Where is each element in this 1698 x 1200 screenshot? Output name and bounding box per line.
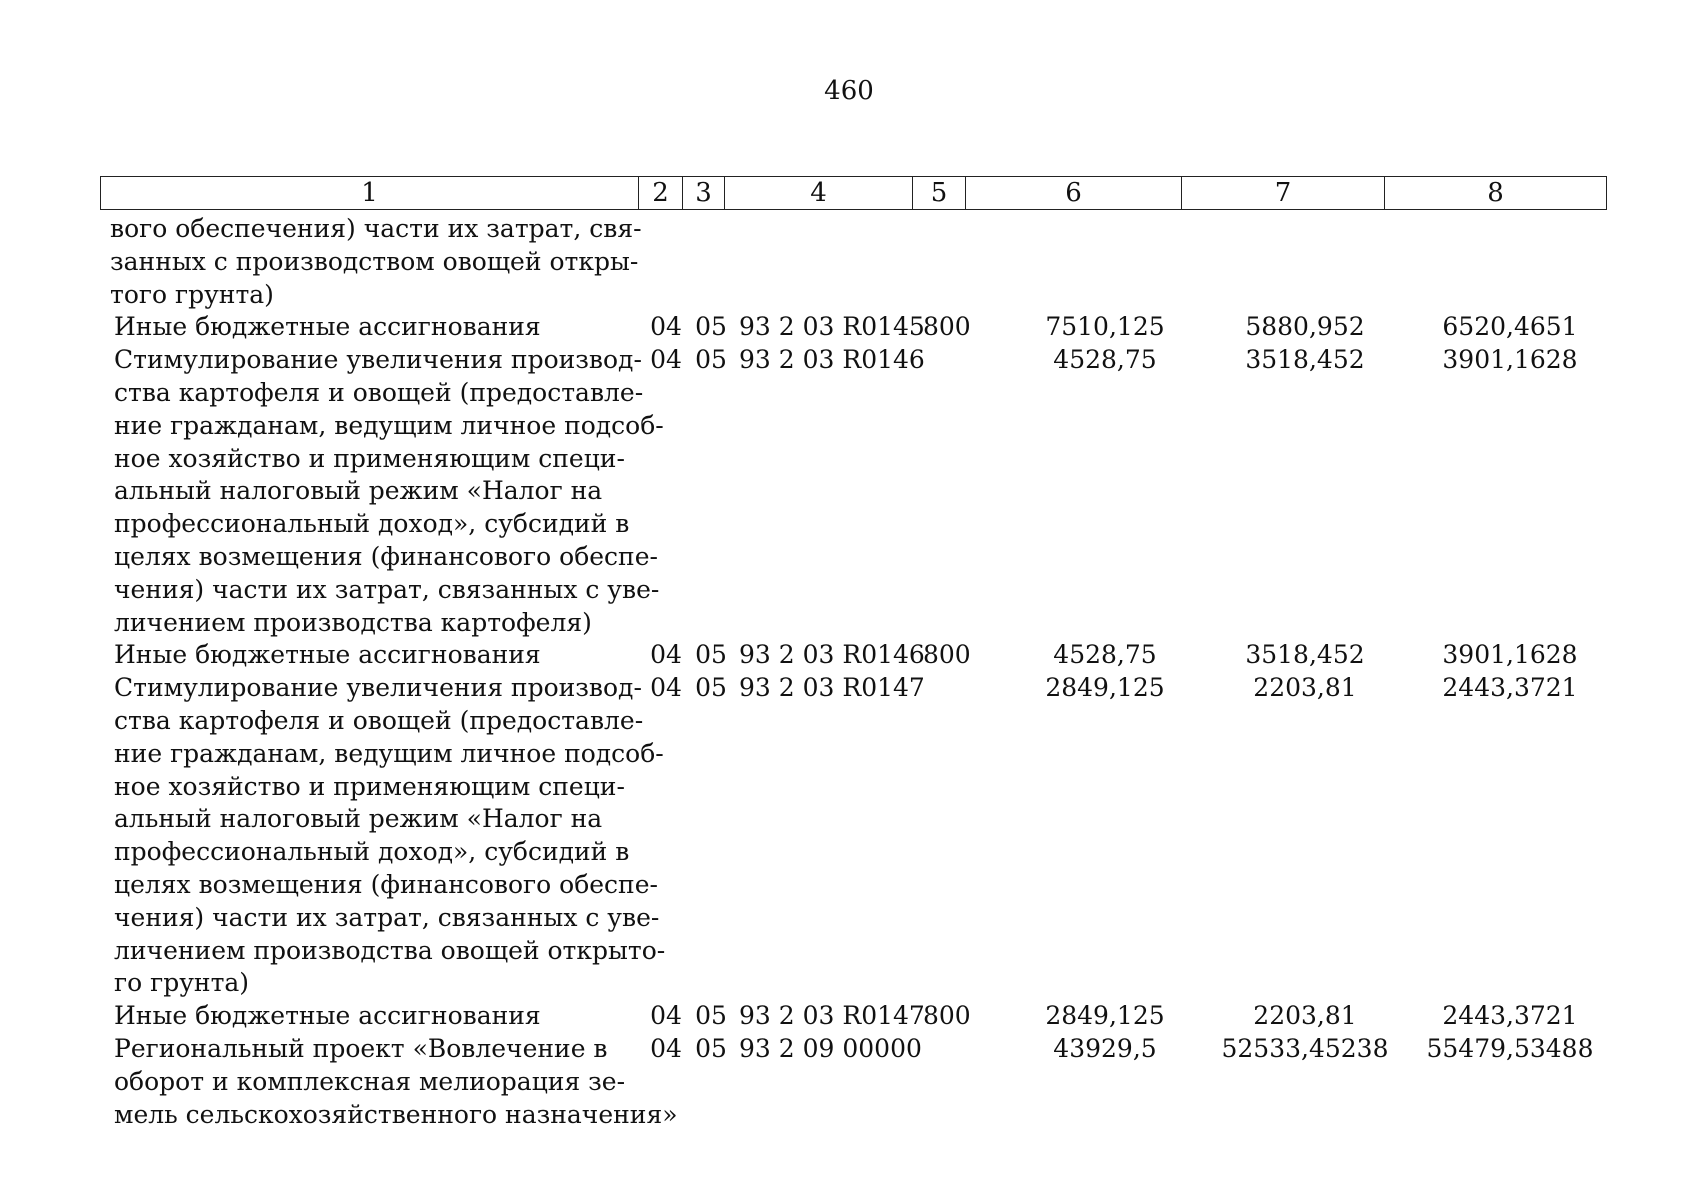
section-code: 04	[650, 673, 682, 703]
description-line: Стимулирование увеличения производ-	[114, 673, 642, 703]
amount-col-8: 2443,3721	[1442, 673, 1578, 703]
target-article-code: 93 2 03 R0145	[739, 312, 925, 342]
description-line: альный налоговый режим «Налог на	[114, 476, 603, 506]
header-cell-8: 8	[1385, 177, 1607, 210]
table-row	[100, 213, 1606, 311]
amount-col-8: 6520,4651	[1442, 312, 1578, 342]
row-description	[114, 311, 629, 344]
description-line: целях возмещения (финансового обеспе-	[114, 869, 658, 899]
description-line: целях возмещения (финансового обеспе-	[114, 541, 658, 571]
description-line: Иные бюджетные ассигнования	[114, 1001, 541, 1031]
description-line: ства картофеля и овощей (предоставле-	[114, 377, 644, 407]
header-cell-4: 4	[725, 177, 913, 210]
row-description	[114, 639, 629, 672]
description-line: личением производства овощей открыто-	[114, 935, 666, 965]
row-description	[110, 213, 642, 311]
description-line: того грунта)	[110, 279, 274, 309]
amount-col-6: 2849,125	[1045, 673, 1165, 703]
description-line: профессиональный доход», субсидий в	[114, 837, 630, 867]
amount-col-8: 3901,1628	[1442, 345, 1578, 375]
description-line: Стимулирование увеличения производ-	[114, 345, 642, 375]
target-article-code: 93 2 03 R0146	[739, 640, 925, 670]
section-code: 04	[650, 640, 682, 670]
header-cell-7: 7	[1182, 177, 1385, 210]
amount-col-7: 5880,952	[1245, 312, 1365, 342]
description-line: альный налоговый режим «Налог на	[114, 804, 603, 834]
description-line: профессиональный доход», субсидий в	[114, 509, 630, 539]
expense-type-code: 800	[923, 1001, 971, 1031]
table-row	[100, 672, 1606, 1000]
description-line: ное хозяйство и применяющим специ-	[114, 771, 625, 801]
amount-col-8: 3901,1628	[1442, 640, 1578, 670]
description-line: Региональный проект «Вовлечение в	[114, 1033, 608, 1063]
amount-col-7: 52533,45238	[1221, 1033, 1389, 1063]
description-line: Иные бюджетные ассигнования	[114, 640, 541, 670]
amount-col-7: 3518,452	[1245, 345, 1365, 375]
subsection-code: 05	[695, 640, 727, 670]
description-line: ства картофеля и овощей (предоставле-	[114, 705, 644, 735]
header-cell-2: 2	[639, 177, 683, 210]
description-line: занных с производством овощей откры-	[110, 246, 639, 276]
row-description	[114, 1000, 629, 1033]
section-code: 04	[650, 345, 682, 375]
subsection-code: 05	[695, 673, 727, 703]
row-description	[114, 344, 664, 639]
amount-col-6: 4528,75	[1053, 640, 1157, 670]
description-line: чения) части их затрат, связанных с уве-	[114, 902, 660, 932]
description-line: Иные бюджетные ассигнования	[114, 312, 541, 342]
amount-col-7: 2203,81	[1253, 673, 1357, 703]
page-number: 460	[824, 76, 874, 106]
target-article-code: 93 2 09 00000	[739, 1033, 922, 1063]
table-row	[100, 1000, 1606, 1033]
header-cell-3: 3	[683, 177, 725, 210]
table-row	[100, 639, 1606, 672]
table-row	[100, 1033, 1606, 1131]
description-line: ние гражданам, ведущим личное подсоб-	[114, 738, 664, 768]
description-line: чения) части их затрат, связанных с уве-	[114, 574, 660, 604]
subsection-code: 05	[695, 1033, 727, 1063]
header-cell-6: 6	[966, 177, 1182, 210]
section-code: 04	[650, 312, 682, 342]
table-row	[100, 311, 1606, 344]
target-article-code: 93 2 03 R0146	[739, 345, 925, 375]
description-line: личением производства картофеля)	[114, 607, 592, 637]
amount-col-6: 7510,125	[1045, 312, 1165, 342]
amount-col-6: 4528,75	[1053, 345, 1157, 375]
description-line: ние гражданам, ведущим личное подсоб-	[114, 410, 664, 440]
header-cell-5: 5	[913, 177, 966, 210]
expense-type-code: 800	[923, 640, 971, 670]
subsection-code: 05	[695, 345, 727, 375]
header-cell-1: 1	[101, 177, 639, 210]
description-line: мель сельскохозяйственного назначения»	[114, 1099, 678, 1129]
column-number-header	[100, 176, 1607, 210]
section-code: 04	[650, 1001, 682, 1031]
description-line: го грунта)	[114, 968, 250, 998]
expense-type-code: 800	[923, 312, 971, 342]
amount-col-7: 3518,452	[1245, 640, 1365, 670]
amount-col-7: 2203,81	[1253, 1001, 1357, 1031]
subsection-code: 05	[695, 312, 727, 342]
amount-col-6: 2849,125	[1045, 1001, 1165, 1031]
target-article-code: 93 2 03 R0147	[739, 1001, 925, 1031]
table-row	[100, 344, 1606, 639]
amount-col-8: 55479,53488	[1426, 1033, 1594, 1063]
amount-col-6: 43929,5	[1053, 1033, 1157, 1063]
subsection-code: 05	[695, 1001, 727, 1031]
description-line: оборот и комплексная мелиорация зе-	[114, 1066, 626, 1096]
description-line: ное хозяйство и применяющим специ-	[114, 443, 625, 473]
budget-table-body	[100, 213, 1606, 1131]
section-code: 04	[650, 1033, 682, 1063]
description-line: вого обеспечения) части их затрат, свя-	[110, 214, 642, 243]
target-article-code: 93 2 03 R0147	[739, 673, 925, 703]
amount-col-8: 2443,3721	[1442, 1001, 1578, 1031]
